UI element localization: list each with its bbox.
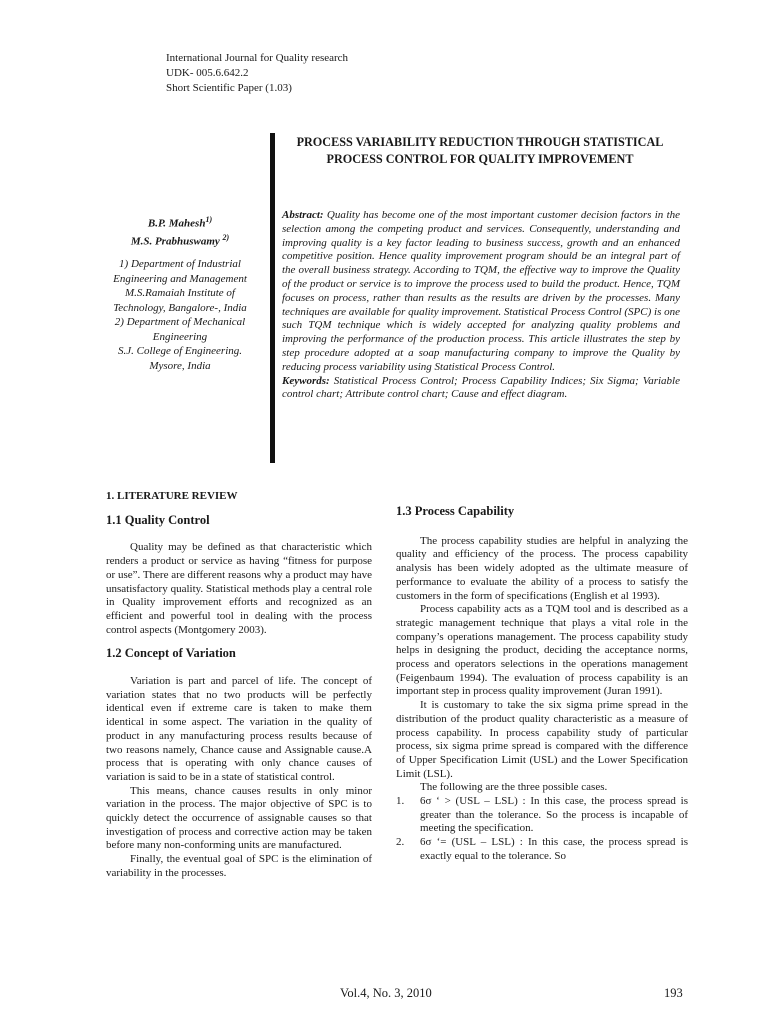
keywords-text: Statistical Process Control; Process Capability Indices; Six Sigma; Variable control chart; Attribute control chart; Cause and effect diagram. xyxy=(282,374,680,401)
author-2: M.S. Prabhuswamy $^{2)}$ xyxy=(130,233,230,248)
affiliation-line: Engineering xyxy=(152,330,208,343)
author-block xyxy=(95,213,265,373)
paragraph: Finally, the eventual goal of SPC is the elimination of variability in the processes. xyxy=(106,853,372,879)
left-column xyxy=(106,490,372,881)
paragraph: This means, chance causes results in only minor variation in the process. The major objective of SPC is to quickly detect the occurrence of assignable causes so that investigation of process and corrective action may be taken before many non-conforming units are manufactured. xyxy=(106,784,372,852)
cases-list xyxy=(396,795,688,864)
keywords-label: Keywords: xyxy=(282,374,330,387)
title-divider-bar xyxy=(270,133,275,463)
journal-name: International Journal for Quality research xyxy=(166,52,349,64)
paragraph: It is customary to take the six sigma prime spread in the distribution of the product quality characteristic as a measure of process capability. In process capability study of particular process, six sigma prime spread is compared with the difference of Upper Specification Limit (USL) and the Lower Specification Limit (LSL). xyxy=(396,699,688,780)
volume-info: Vol.4, No. 3, 2010 xyxy=(340,986,432,1000)
list-item-text: 6σ ‘ > (USL – LSL) : In this case, the process spread is greater than the tolerance. So the process is incapable of meeting the specification. xyxy=(420,795,688,835)
list-item xyxy=(396,836,688,863)
right-column xyxy=(396,505,688,864)
paragraph: The process capability studies are helpful in analyzing the quality and efficiency of the process. The process capability analysis has been widely adopted as the ultimate measure of performance to evaluate the ability of a process to satisfy the customers in the form of specifications (English et al 1993). xyxy=(396,534,688,602)
paragraph: Process capability acts as a TQM tool and is described as a strategic management technique that plays a vital role in the company’s operations management. The process capability study helps in designing the product, deciding the acceptance norms, process and operators selections in the operations management (Feigenbaum 1994). The evaluation of process capability is an important step in process quality improvement (Juran 1991). xyxy=(396,603,688,698)
section-heading-literature-review: 1. LITERATURE REVIEW xyxy=(106,490,238,502)
udk-code: UDK- 005.6.642.2 xyxy=(166,67,249,79)
affiliation-line: S.J. College of Engineering. xyxy=(117,345,243,358)
list-item-number: 2. xyxy=(396,836,405,849)
paper-title: PROCESS VARIABILITY REDUCTION THROUGH STATISTICAL PROCESS CONTROL FOR QUALITY IMPROVEMENT xyxy=(296,135,664,166)
affiliations xyxy=(95,257,265,373)
abstract-text: Quality has become one of the most important customer decision factors in the selection among the competing product and services. Consequently, understanding and improving quality is a key factor leading to business success, growth and an enhanced competitive position. Hence quality improvement program should be an integral part of the overall business strategy. According to TQM, the effective way to improve the Quality of the product or service is to improve the process used to build the product. Hence, TQM focuses on process, rather than results as the results are driven by the processes. Many techniques are available for quality improvement. Statistical Process Control (SPC) is one such TQM technique which is widely accepted for analyzing quality problems and improving the performance of the production process. This article illustrates the step by step procedure adopted at a soap manufacturing company to improve the Quality by reducing process variability using Statistical Process Control. xyxy=(282,209,681,373)
subsection-heading-concept-of-variation: 1.2 Concept of Variation xyxy=(106,646,236,661)
abstract-label: Abstract: xyxy=(282,209,324,221)
abstract xyxy=(282,209,680,402)
affiliation-line: 2) Department of Mechanical xyxy=(114,316,246,329)
affiliation-line: Engineering and Management xyxy=(113,272,247,285)
list-item-number: 1. xyxy=(396,795,405,808)
author-1: B.P. Mahesh$^{1)}$ xyxy=(147,215,213,230)
affiliation-line: Technology, Bangalore-, India xyxy=(113,301,247,314)
list-item xyxy=(396,795,688,836)
page-number: 193 xyxy=(664,986,683,1000)
paragraph: Quality may be defined as that characteristic which renders a product or service as having “fitness for purpose or use”. There are different reasons why a product may have unsatisfactory quality. Statistical methods play a central role in Quality improvement efforts and recognized as an efficient and powerful tool in dealing with the process control aspects (Montgomery 2003). xyxy=(106,541,372,636)
subsection-heading-quality-control: 1.1 Quality Control xyxy=(106,512,210,527)
affiliation-line: M.S.Ramaiah Institute of xyxy=(125,287,235,300)
paragraph: The following are the three possible cases. xyxy=(420,781,608,794)
paragraph: Variation is part and parcel of life. The concept of variation states that no two products will be perfectly identical even if extreme care is taken to make them identical in some aspect. The variation in the quality of product in any manufacturing process results because of two reasons namely, Chance cause and Assignable cause.A process that is operating with only chance causes of variation is said to be in a state of statistical control. xyxy=(106,675,372,783)
list-item-text: 6σ ‘= (USL – LSL) : In this case, the process spread is exactly equal to the tolerance. So xyxy=(420,836,688,862)
affiliation-line: 1) Department of Industrial xyxy=(119,258,241,271)
paper-type: Short Scientific Paper (1.03) xyxy=(166,82,292,94)
journal-header xyxy=(166,51,348,96)
affiliation-line: Mysore, India xyxy=(149,359,211,372)
subsection-heading-process-capability: 1.3 Process Capability xyxy=(396,504,515,518)
